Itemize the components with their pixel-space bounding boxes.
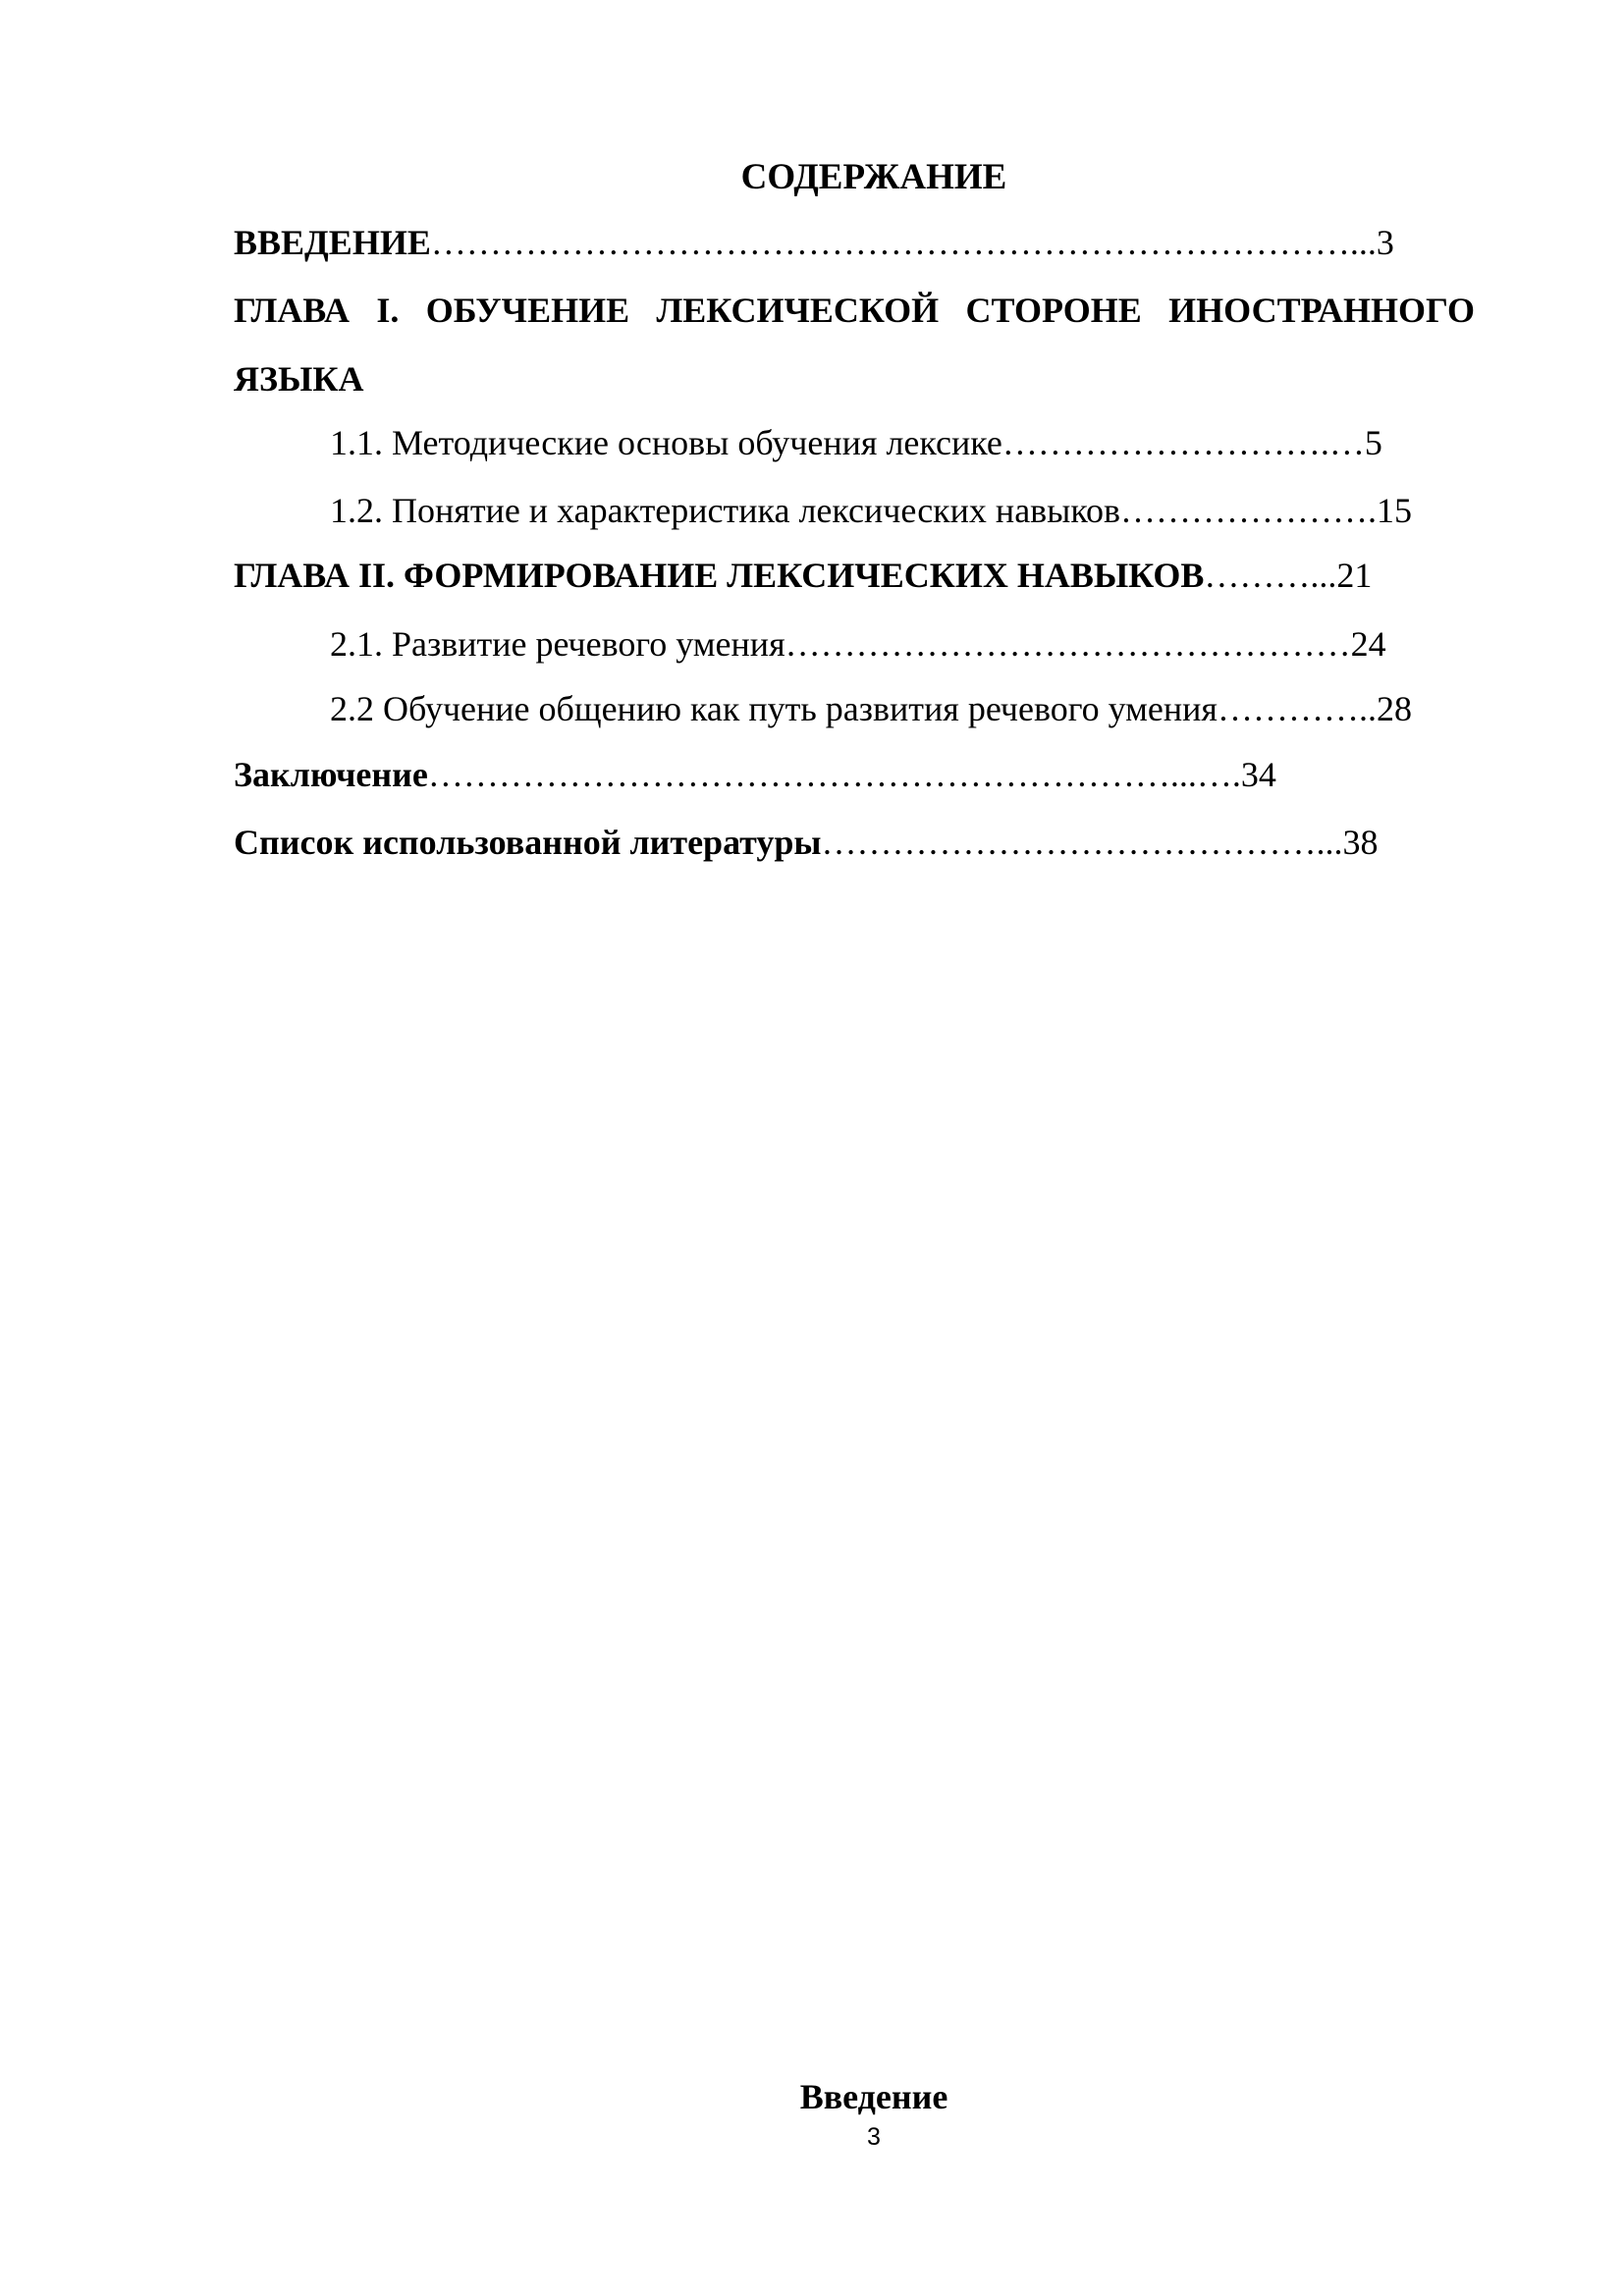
toc-entry-conclusion bbox=[234, 753, 1475, 796]
toc-page-number: 3 bbox=[1376, 223, 1394, 262]
toc-entry-chapter-1-line-1: ГЛАВА I. ОБУЧЕНИЕ ЛЕКСИЧЕСКОЙ СТОРОНЕ ИНОСТРАННОГО bbox=[234, 291, 1475, 330]
toc-page-number: 34 bbox=[1240, 755, 1276, 794]
toc-entry-label: 1.2. Понятие и характеристика лексических навыков bbox=[330, 491, 1121, 530]
next-section-heading: Введение bbox=[799, 2077, 948, 2116]
toc-entry-introduction bbox=[234, 221, 1475, 264]
toc-page-number: 28 bbox=[1377, 689, 1412, 728]
toc-entry-section-2-1 bbox=[330, 622, 1475, 666]
toc-entry-label: Заключение bbox=[234, 755, 428, 794]
toc-entry-label: Список использованной литературы bbox=[234, 823, 822, 862]
toc-entry-label: 1.1. Методические основы обучения лексике bbox=[330, 423, 1002, 462]
toc-leader-dots: …………………. bbox=[1120, 491, 1378, 530]
toc-leader-dots: ………………………………………… bbox=[785, 624, 1351, 664]
toc-entry-section-1-2 bbox=[330, 489, 1475, 532]
toc-entry-section-2-2 bbox=[330, 687, 1475, 730]
toc-entry-label: 2.2 Обучение общению как путь развития речевого умения bbox=[330, 689, 1218, 728]
toc-entry-section-1-1 bbox=[330, 421, 1475, 464]
toc-leader-dots: ……………………………………………………………………... bbox=[430, 223, 1377, 262]
toc-leader-dots: ……………………………………... bbox=[821, 823, 1343, 862]
toc-page-number: 38 bbox=[1342, 823, 1379, 862]
toc-leader-dots: ………….. bbox=[1218, 689, 1377, 728]
toc-leader-dots: ………... bbox=[1204, 556, 1337, 595]
toc-entry-label: 2.1. Развитие речевого умения bbox=[330, 624, 785, 664]
toc-leader-dots: ……………………….… bbox=[1001, 423, 1365, 462]
page-title: СОДЕРЖАНИЕ bbox=[740, 157, 1007, 197]
page-number: 3 bbox=[867, 2123, 881, 2151]
toc-entry-label: ГЛАВА II. ФОРМИРОВАНИЕ ЛЕКСИЧЕСКИХ НАВЫКОВ bbox=[234, 556, 1205, 595]
toc-page-number: 5 bbox=[1364, 423, 1382, 462]
toc-entry-chapter-2 bbox=[234, 554, 1475, 597]
toc-entry-label: ВВЕДЕНИЕ bbox=[234, 223, 431, 262]
toc-entry-chapter-1-line-2: ЯЗЫКА bbox=[234, 359, 364, 399]
toc-entry-references bbox=[234, 821, 1475, 864]
toc-page-number: 24 bbox=[1350, 624, 1386, 664]
toc-page-number: 15 bbox=[1377, 491, 1413, 530]
toc-leader-dots: ………………………………………………………...…. bbox=[427, 755, 1241, 794]
toc-page-number: 21 bbox=[1336, 556, 1373, 595]
